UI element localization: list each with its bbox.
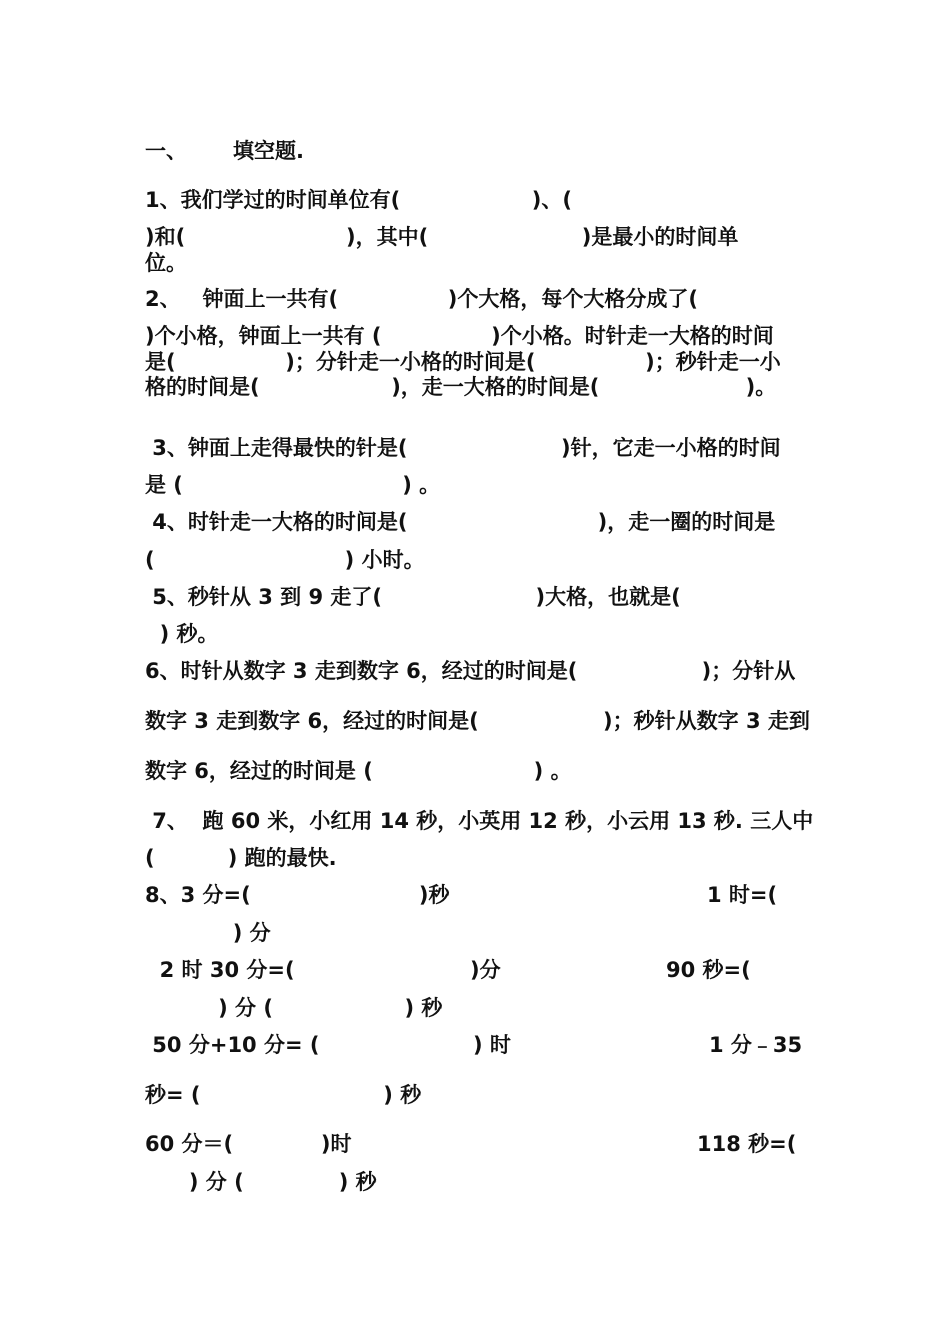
q8-item-3: 2 时 30 分=( )分	[145, 958, 501, 982]
q2-line-3: 是( )；分针走一小格的时间是( )；秒针走一小	[145, 350, 781, 374]
q4-line-1: 4、时针走一大格的时间是( )，走一圈的时间是	[145, 510, 776, 534]
q4-line-2: ( ) 小时。	[145, 548, 425, 572]
q6-line-3: 数字 6，经过的时间是 ( ) 。	[145, 759, 572, 783]
q8-item-8: 118 秒=(	[697, 1132, 797, 1156]
q8-item-4: 90 秒=(	[666, 958, 751, 982]
q2-line-1: 2、 钟面上一共有( )个大格，每个大格分成了(	[145, 287, 699, 311]
q8-item-6-cont: 秒= ( ) 秒	[145, 1083, 422, 1107]
q8-item-2-cont: ) 分	[145, 921, 271, 945]
q8-item-2: 1 时=(	[707, 883, 778, 907]
section-number: 一、	[145, 139, 187, 163]
section-title: 填空题.	[233, 139, 304, 163]
q1-line-1: 1、我们学过的时间单位有( )、(	[145, 188, 573, 212]
q1-line-2: )和( )，其中( )是最小的时间单	[145, 225, 739, 249]
q8-item-8-cont: ) 分 ( ) 秒	[145, 1170, 377, 1194]
q5-line-2: ) 秒。	[145, 622, 219, 646]
q8-item-7: 60 分＝( )时	[145, 1132, 352, 1156]
q8-item-1: 8、3 分=( )秒	[145, 883, 450, 907]
q7-line-2: ( ) 跑的最快.	[145, 846, 337, 870]
q6-line-1: 6、时针从数字 3 走到数字 6，经过的时间是( )；分针从	[145, 659, 796, 683]
q1-line-3: 位。	[145, 251, 187, 275]
q3-line-1: 3、钟面上走得最快的针是( )针，它走一小格的时间	[145, 436, 781, 460]
q8-item-5: 50 分+10 分= ( ) 时	[145, 1033, 511, 1057]
q5-line-1: 5、秒针从 3 到 9 走了( )大格，也就是(	[145, 585, 681, 609]
q7-line-1: 7、 跑 60 米，小红用 14 秒，小英用 12 秒，小云用 13 秒. 三人中	[145, 809, 814, 833]
q8-item-4-cont: ) 分 ( ) 秒	[145, 996, 443, 1020]
q2-line-2: )个小格，钟面上一共有 ( )个小格。时针走一大格的时间	[145, 324, 774, 348]
q8-item-6: 1 分﹣35	[709, 1033, 803, 1057]
q2-line-4: 格的时间是( )，走一大格的时间是( )。	[145, 375, 777, 399]
q6-line-2: 数字 3 走到数字 6，经过的时间是( )；秒针从数字 3 走到	[145, 709, 810, 733]
q3-line-2: 是 ( ) 。	[145, 473, 441, 497]
